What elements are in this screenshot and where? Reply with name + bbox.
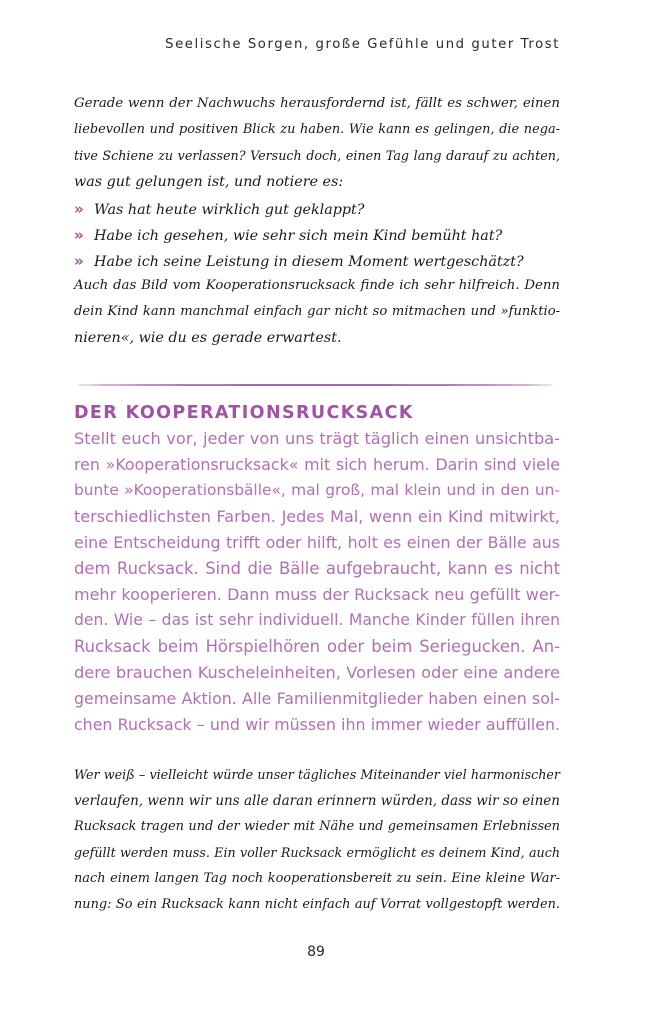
list-item [74,200,364,218]
text-line: nung: So ein Rucksack kann nicht einfach auf Vorrat vollgestopft werden. [74,897,560,912]
text-line: eine Entscheidung trifft oder hilft, holt es einen der Bälle aus [74,533,560,552]
text-line: Wer weiß – vielleicht würde unser tägliches Miteinander viel harmonischer [74,767,560,782]
text-line: was gut gelungen ist, und notiere es: [74,174,344,190]
chevron-bullet-icon: » [74,226,84,244]
page-number: 89 [307,944,325,960]
chevron-bullet-icon: » [74,252,84,270]
list-item-text: Habe ich seine Leistung in diesem Moment wertgeschätzt? [94,254,524,270]
list-item [74,226,502,244]
text-line: Stellt euch vor, jeder von uns trägt täglich einen unsichtba- [74,429,560,448]
text-line: tive Schiene zu verlassen? Versuch doch, einen Tag lang darauf zu achten, [74,148,560,163]
text-line: gefüllt werden muss. Ein voller Rucksack ermöglicht es deinem Kind, auch [74,845,560,860]
text-line: verlaufen, wenn wir uns alle daran erinnern würden, dass wir so einen [74,793,560,809]
text-line: chen Rucksack – und wir müssen ihn immer wieder auffüllen. [74,715,560,734]
box-heading: DER KOOPERATIONSRUCKSACK [74,403,414,423]
text-line: nieren«, wie du es gerade erwartest. [74,330,342,346]
text-line: dein Kind kann manchmal einfach gar nicht so mitmachen und »funktio- [74,304,560,319]
text-line: Rucksack beim Hörspielhören oder beim Seriegucken. An- [74,637,560,656]
text-line: liebevollen und positiven Blick zu haben. Wie kann es gelingen, die nega- [74,122,560,137]
chevron-bullet-icon: » [74,200,84,218]
text-line: den. Wie – das ist sehr individuell. Manche Kinder füllen ihren [74,611,560,629]
text-line: Rucksack tragen und der wieder mit Nähe und gemeinsamen Erlebnissen [74,819,560,834]
text-line: nach einem langen Tag noch kooperationsbereit zu sein. Eine kleine War- [74,871,560,886]
running-head: Seelische Sorgen, große Gefühle und guter Trost [165,37,560,52]
text-line: Auch das Bild vom Kooperationsrucksack finde ich sehr hilfreich. Denn [74,278,560,293]
text-line: dere brauchen Kuscheleinheiten, Vorlesen oder eine andere [74,663,560,682]
list-item-text: Habe ich gesehen, wie sehr sich mein Kind bemüht hat? [94,228,503,244]
text-line: gemeinsame Aktion. Alle Familienmitglieder haben einen sol- [74,689,560,708]
text-line: bunte »Kooperationsbälle«, mal groß, mal klein und in den un- [74,481,560,499]
text-line: mehr kooperieren. Dann muss der Rucksack neu gefüllt wer- [74,585,560,604]
text-line: terschiedlichsten Farben. Jedes Mal, wenn ein Kind mitwirkt, [74,507,560,526]
text-line: ren »Kooperationsrucksack« mit sich herum. Darin sind viele [74,455,560,474]
text-line: dem Rucksack. Sind die Bälle aufgebraucht, kann es nicht [74,559,560,578]
section-divider [77,384,553,386]
list-item [74,252,524,270]
text-line: Gerade wenn der Nachwuchs herausfordernd ist, fällt es schwer, einen [74,96,560,111]
list-item-text: Was hat heute wirklich gut geklappt? [94,202,365,218]
